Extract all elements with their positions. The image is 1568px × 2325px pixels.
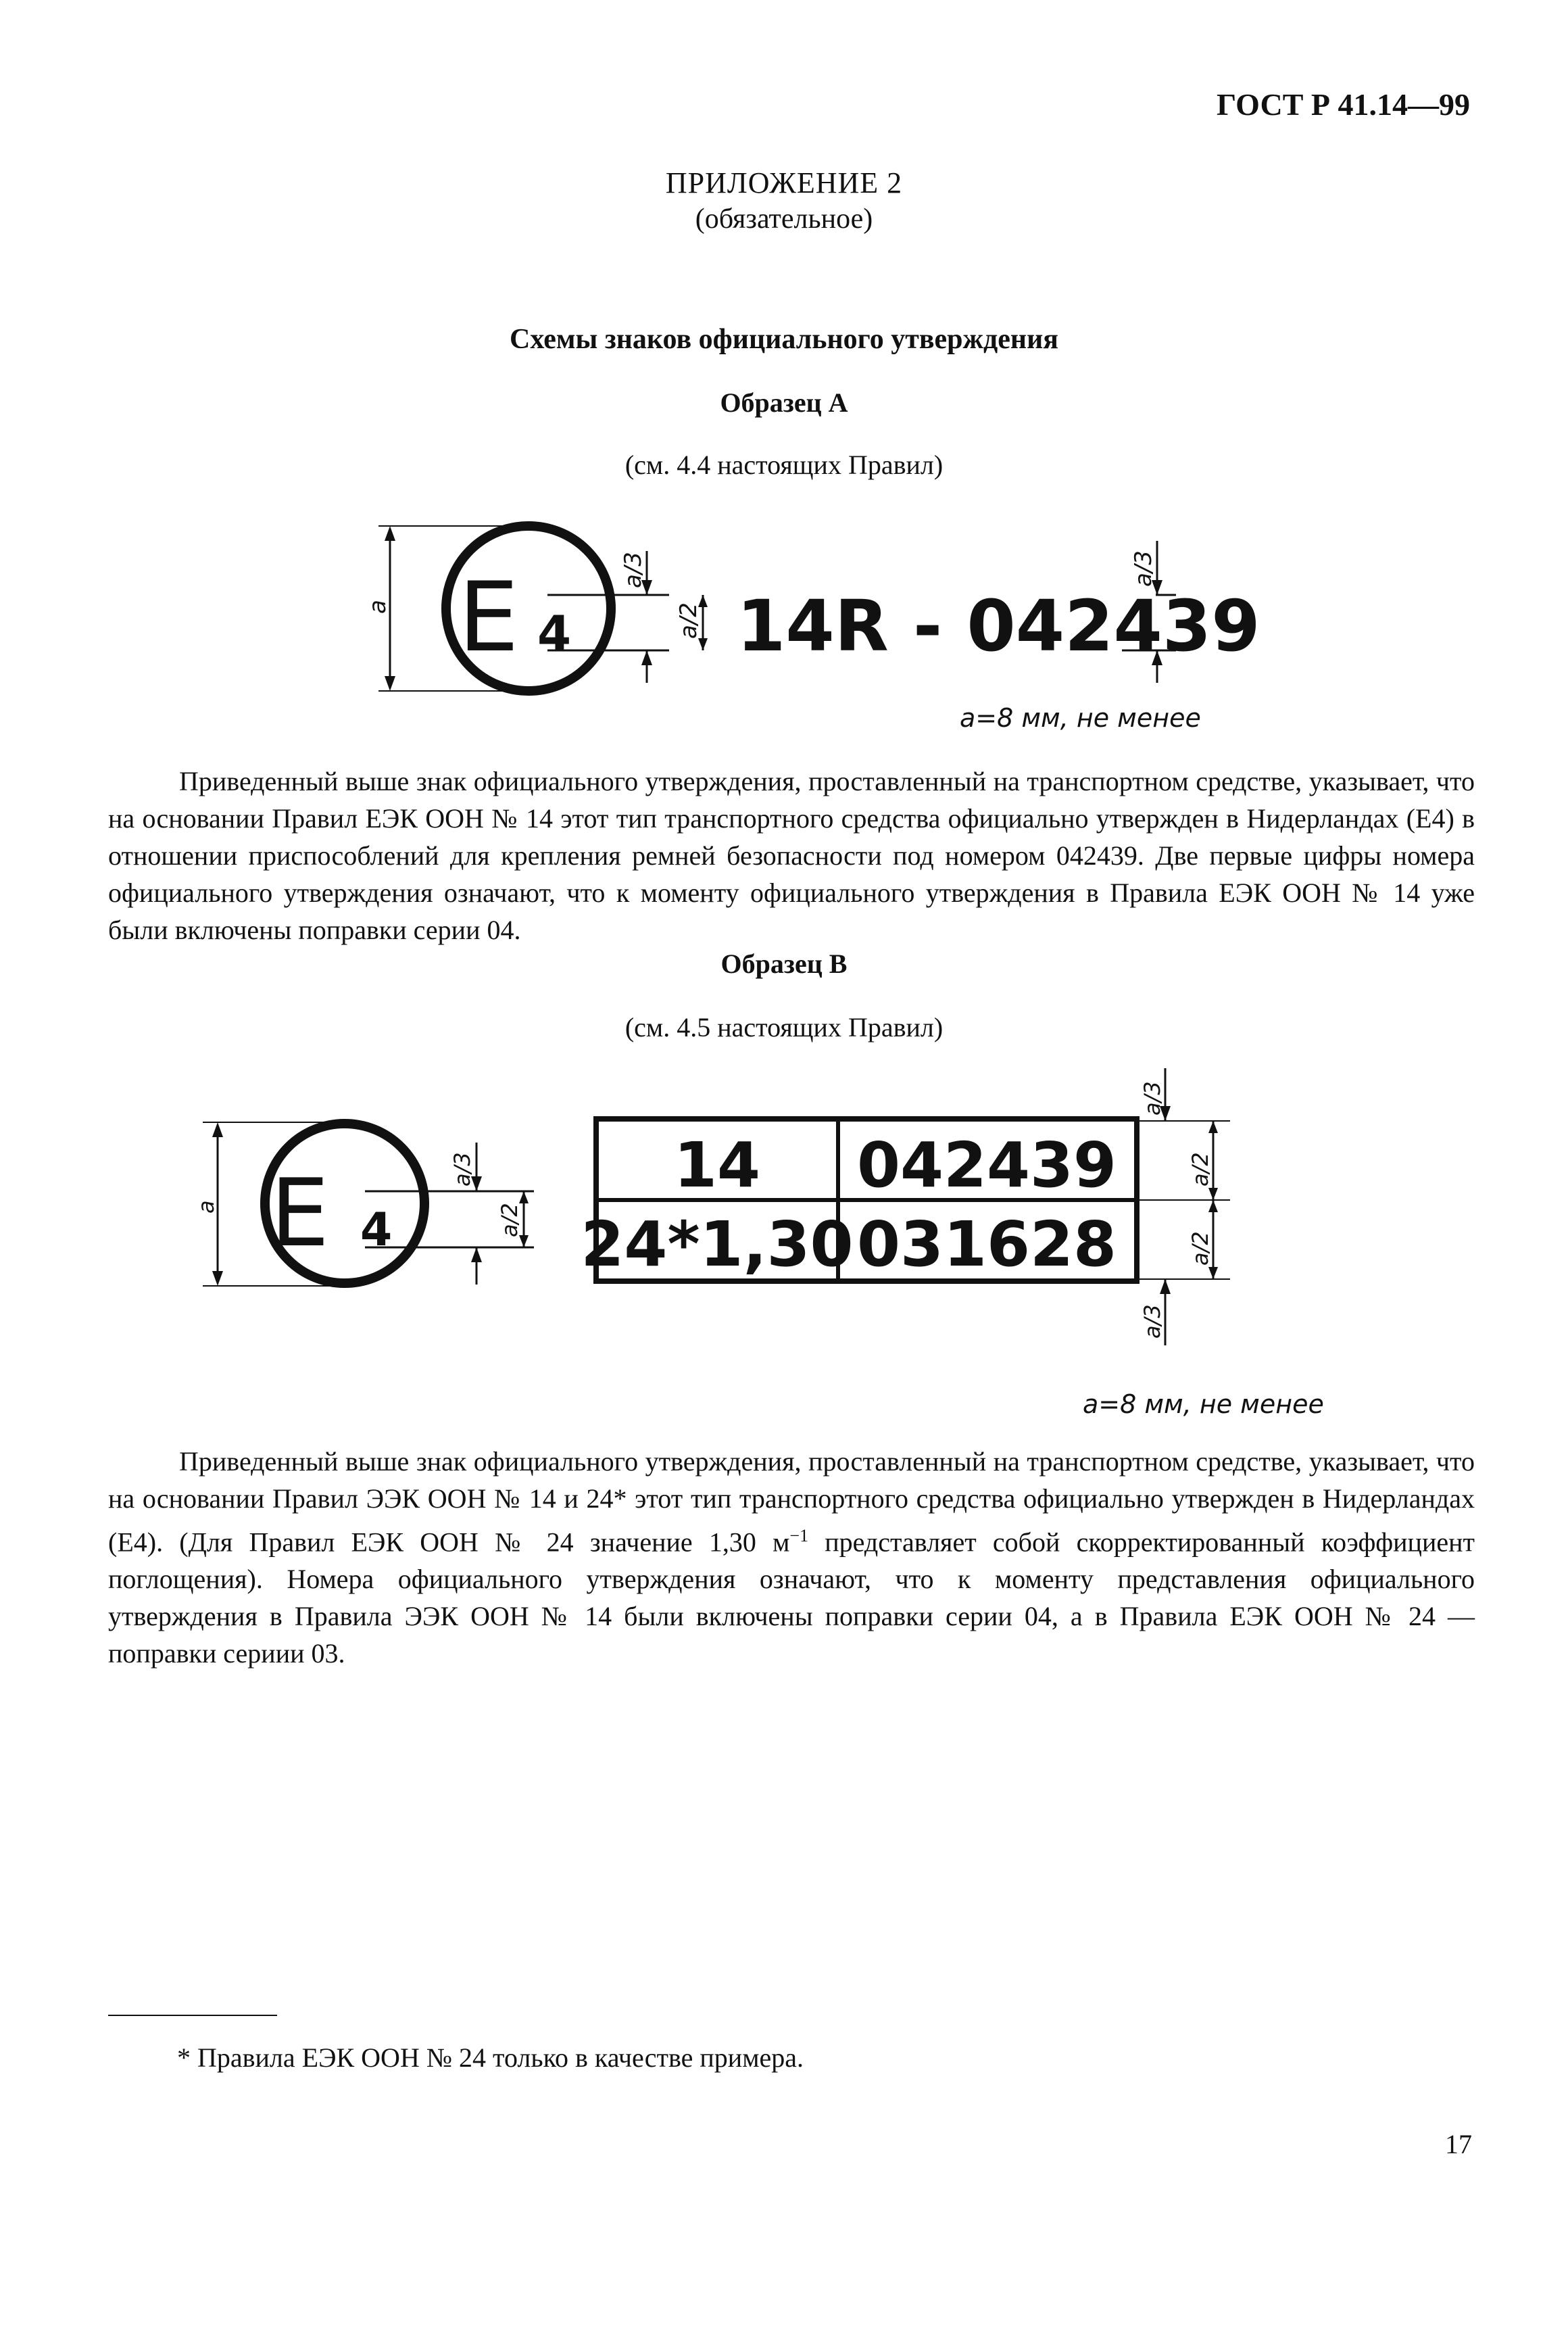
sample-b-title: Образец В <box>720 949 848 979</box>
sample-b-figure <box>0 1048 1568 1427</box>
appendix-title: ПРИЛОЖЕНИЕ 2 <box>665 166 903 199</box>
section-title: Схемы знаков официального утверждения <box>510 324 1058 355</box>
sample-b-paragraph: Приведенный выше знак официального утверждения, проставленный на транспортном средстве, указывает, что на основании Правил ЭЭК ООН № 14 и 24* этот тип транспортного средства официально утвержден в Нидерландах (Е4). (Для Правил ЕЭК ООН № 24 значение 1,30 $м^{-1}$ представляет собой скорректированный коэффициент поглощения). Номера официального утверждения означают, что к моменту представления официального утверждения в Правила ЭЭК ООН № 14 были включены поправки серии 04, а в Правила ЕЭК ООН № 24 — поправки сериии 03. <box>108 1446 1475 1669</box>
dim-a3-label-b: a/3 <box>449 1152 475 1187</box>
dim-a3-label: a/3 <box>620 552 647 588</box>
sample-b-note: a=8 мм, не менее <box>1083 1389 1324 1419</box>
sample-a-reference: (см. 4.4 настоящих Правил) <box>624 450 944 480</box>
sample-a-note: a=8 мм, не менее <box>960 703 1201 733</box>
standard-number: ГОСТ Р 41.14—99 <box>1217 87 1470 122</box>
sample-a-figure <box>0 0 1568 744</box>
table-cell-r1c1: 14 <box>673 1129 761 1201</box>
footnote-rule <box>108 2015 277 2016</box>
approval-number-a: 14R - 042439 <box>737 585 1260 667</box>
mark-country-number: 4 <box>537 605 572 662</box>
dim-a3-top-label: a/3 <box>1140 1081 1165 1116</box>
sample-a-paragraph: Приведенный выше знак официального утверждения, проставленный на транспортном средстве, указывает, что на основании Правил ЕЭК ООН № 14 этот тип транспортного средства официально утвержден в Нидерландах (Е4) в отношении приспособлений для крепления ремней безопасности под номером 042439. Две первые цифры номера официального утверждения означают, что к моменту официального утверждения в Правила ЕЭК ООН № 14 уже были включены поправки серии 04. <box>108 766 1475 945</box>
dim-a2-label: a/2 <box>675 602 702 639</box>
dim-a2-label-b: a/2 <box>497 1203 522 1237</box>
dim-a3-label-right: a/3 <box>1130 550 1157 587</box>
appendix-status: (обязательное) <box>695 203 873 235</box>
dim-a2-bottom-label: a/2 <box>1187 1231 1213 1266</box>
mark-country-number-b: 4 <box>360 1203 393 1257</box>
sample-b-reference: (см. 4.5 настоящих Правил) <box>624 1012 944 1042</box>
table-cell-r2c1: 24*1,30 <box>581 1208 854 1280</box>
dim-a-label-b: a <box>193 1200 219 1214</box>
superscript-minus-one: −1 <box>789 1526 809 1545</box>
footnote: * Правила ЕЭК ООН № 24 только в качестве примера. <box>177 2042 804 2073</box>
mark-letter-e-b: E <box>270 1159 330 1268</box>
dim-a2-top-label: a/2 <box>1187 1152 1213 1187</box>
dim-a-label: a <box>364 600 391 614</box>
table-cell-r2c2: 031628 <box>856 1208 1117 1280</box>
table-cell-r1c2: 042439 <box>856 1129 1117 1201</box>
page-number: 17 <box>1445 2129 1472 2159</box>
dim-a3-bottom-label: a/3 <box>1140 1304 1165 1339</box>
sample-a-title: Образец А <box>720 387 848 418</box>
mark-letter-e: E <box>458 562 519 673</box>
